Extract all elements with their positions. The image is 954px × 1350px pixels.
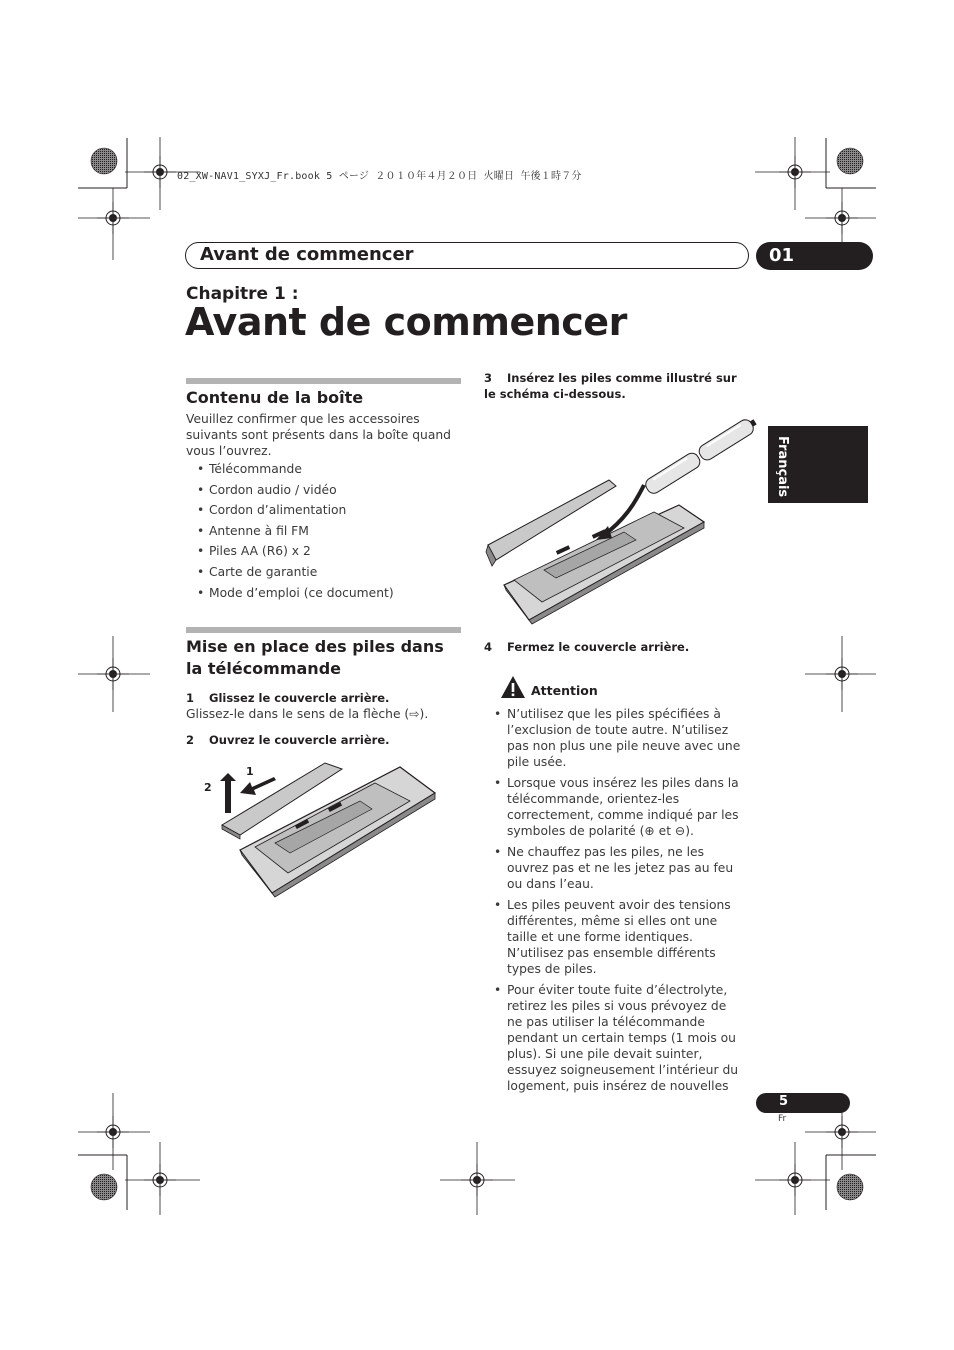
remote-open-cover-illustration <box>200 755 440 900</box>
section-title-batteries: Mise en place des piles dans la télécommande <box>186 637 444 678</box>
attention-label: Attention <box>531 683 598 698</box>
list-item: • Carte de garantie <box>195 565 394 586</box>
battery-insertion-illustration <box>484 410 764 630</box>
step-number: 1 <box>186 691 195 705</box>
list-item: • Mode d’emploi (ce document) <box>195 586 394 607</box>
step-text: Ouvrez le couvercle arrière. <box>209 733 390 747</box>
step-text: Fermez le couvercle arrière. <box>507 640 690 654</box>
figure-label-2: 2 <box>204 781 212 794</box>
list-item: • Télécommande <box>195 462 394 483</box>
attention-item: • N’utilisez que les piles spécifiées à l’exclusion de toute autre. N’utilisez pas non plus une pile neuve avec une pile usée. <box>485 706 745 770</box>
chapter-title: Avant de commencer <box>185 300 627 344</box>
step-3 <box>484 370 744 402</box>
list-item: • Antenne à fil FM <box>195 524 394 545</box>
step-1-detail: Glissez-le dans le sens de la flèche (⇨). <box>186 707 429 721</box>
page-language-code: Fr <box>778 1114 787 1124</box>
page-number-badge <box>756 1093 850 1113</box>
attention-list <box>485 706 745 1099</box>
attention-item: • Lorsque vous insérez les piles dans la télécommande, orientez-les correctement, comme indiqué par les symboles de polarité (⊕ et ⊖). <box>485 775 745 839</box>
step-4 <box>484 639 744 655</box>
language-tab-label: Français <box>775 436 790 498</box>
section-title-box-contents: Contenu de la boîte <box>186 388 364 407</box>
page-number: 5 <box>779 1094 789 1109</box>
file-info: 02_XW-NAV1_SYXJ_Fr.book 5 ページ ２０１０年４月２０日 火曜日 午後１時７分 <box>177 171 582 182</box>
step-number: 2 <box>186 733 195 747</box>
step-1 <box>186 690 466 706</box>
attention-item: • Pour éviter toute fuite d’électrolyte, retirez les piles si vous prévoyez de ne pas utiliser la télécommande pendant un certain temps (1 mois ou plus). Si une pile devait suinter, essuyez soigneusement l’intérieur du logement, puis insérez de nouvelles <box>485 982 745 1094</box>
step-text: Insérez les piles comme illustré sur le schéma ci-dessous. <box>484 371 737 401</box>
header-title: Avant de commencer <box>200 244 414 265</box>
step-text: Glissez le couvercle arrière. <box>209 691 390 705</box>
warning-icon <box>500 675 526 699</box>
attention-item: • Les piles peuvent avoir des tensions différentes, même si elles ont une taille et une forme identiques. N’utilisez pas ensemble différents types de piles. <box>485 897 745 977</box>
attention-item: • Ne chauffez pas les piles, ne les ouvrez pas et ne les jetez pas au feu ou dans l’eau. <box>485 844 745 892</box>
step-number: 3 <box>484 371 493 385</box>
section-divider <box>186 627 461 633</box>
list-item: • Cordon d’alimentation <box>195 503 394 524</box>
list-item: • Piles AA (R6) x 2 <box>195 544 394 565</box>
box-contents-list <box>195 462 394 606</box>
list-item: • Cordon audio / vidéo <box>195 483 394 504</box>
step-number: 4 <box>484 640 493 654</box>
section-divider <box>186 378 461 384</box>
figure-label-1: 1 <box>246 765 254 778</box>
box-contents-intro: Veuillez confirmer que les accessoires suivants sont présents dans la boîte quand vous l’ouvrez. <box>186 412 451 458</box>
step-2 <box>186 732 466 748</box>
chapter-label: Chapitre 1 : <box>186 284 299 304</box>
chapter-number: 01 <box>769 245 795 266</box>
